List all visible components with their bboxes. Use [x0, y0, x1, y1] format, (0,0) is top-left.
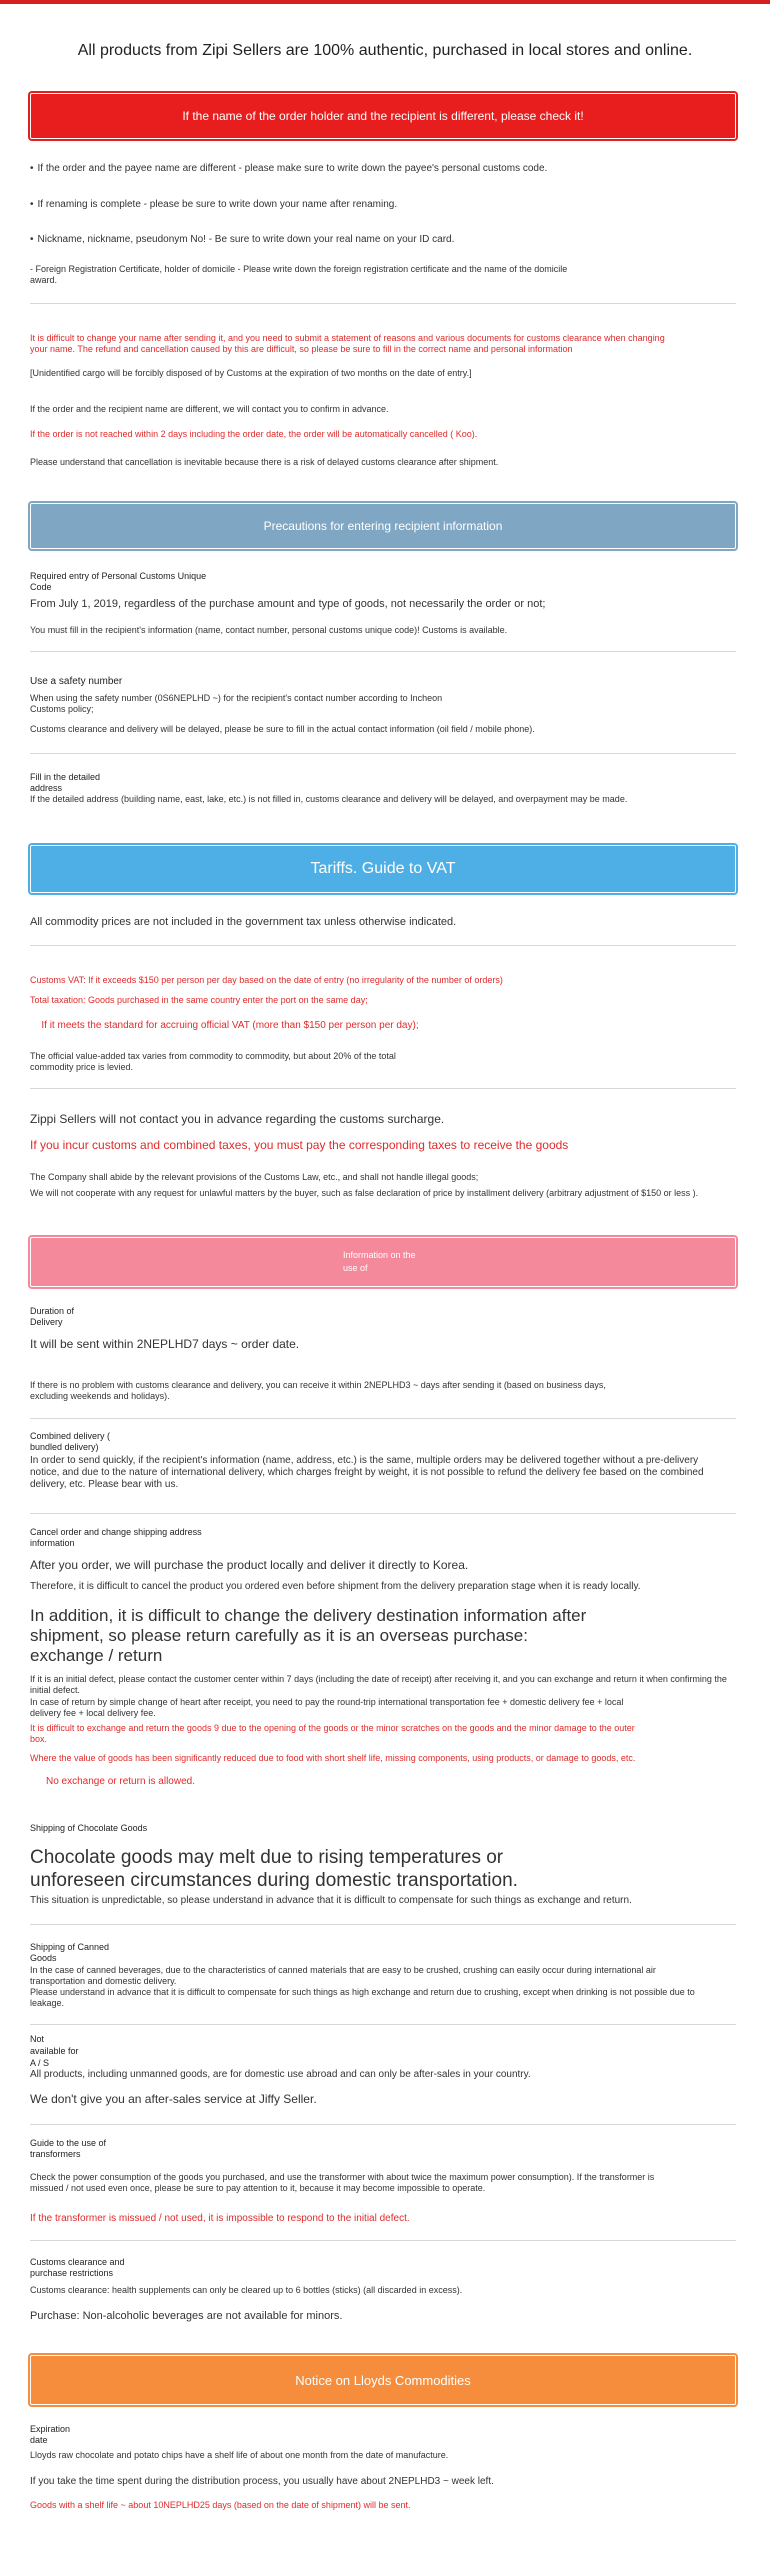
- minor-damage-warning: It is difficult to exchange and return the goods 9 due to the opening of the goods or the minor scratches on the goods and the minor damage to the outer box.: [30, 1723, 635, 1744]
- label-combined-delivery: Combined delivery ( bundled delivery): [30, 1431, 111, 1452]
- name-mismatch-banner: [30, 93, 736, 139]
- top-accent-bar: [0, 0, 770, 4]
- transformer-usage-note: Check the power consumption of the goods you purchased, and use the transformer with about twice the maximum power consumption). If the transformer is missued / not used even once, please be sure to pay attention to it, because it may become impossible to operate.: [30, 2172, 655, 2193]
- purchase-locally-note: After you order, we will purchase the product locally and deliver it directly to Korea.: [30, 1558, 469, 1572]
- transformer-defect-warning: If the transformer is missued / not used, it is impossible to respond to the initial defect.: [30, 2213, 410, 2224]
- tariff-vat-banner: [30, 845, 736, 893]
- minor-purchase-note: Purchase: Non-alcoholic beverages are not available for minors.: [30, 2310, 343, 2322]
- banner-title: Information on the use of: [343, 1250, 416, 1273]
- tax-not-included-note: All commodity prices are not included in the government tax unless otherwise indicated.: [30, 916, 457, 928]
- customs-law-note: The Company shall abide by the relevant provisions of the Customs Law, etc., and shall not handle illegal goods;: [30, 1172, 479, 1182]
- banner-title: Precautions for entering recipient information: [263, 518, 503, 533]
- label-detailed-address: Fill in the detailed address: [30, 772, 101, 793]
- divider: [30, 1088, 736, 1089]
- name-change-warning: It is difficult to change your name after sending it, and you need to submit a statement of reasons and various documents for customs clearance when changing your name. The refund and cancellation caused by this are difficult, so please be sure to fill in the correct name and personal information: [30, 333, 665, 354]
- divider: [30, 2024, 736, 2025]
- divider: [30, 651, 736, 652]
- label-safety-number: Use a safety number: [30, 676, 123, 687]
- unidentified-cargo-note: [Unidentified cargo will be forcibly disposed of by Customs at the expiration of two months on the date of entry.]: [30, 368, 472, 378]
- label-no-as-line2: available for: [30, 2046, 79, 2056]
- banner-title: Tariffs. Guide to VAT: [310, 860, 456, 877]
- initial-defect-note: If it is an initial defect, please contact the customer center within 7 days (including the date of receipt) after receiving it, and you can exchange and return it when confirming the initial defect.: [30, 1674, 727, 1695]
- canned-crush-note: In the case of canned beverages, due to the characteristics of canned materials that are easy to be crushed, crushing can easily occur during international air transportation and domestic delivery.: [30, 1965, 656, 1986]
- receive-time-note: If there is no problem with customs clearance and delivery, you can receive it within 2NEPLHD3 ~ days after sending it (based on business days, excluding weekends and holidays).: [30, 1380, 606, 1401]
- shelf-life-shipment-note: Goods with a shelf life ~ about 10NEPLHD25 days (based on the date of shipment) will be sent.: [30, 2500, 411, 2510]
- banner-title: If the name of the order holder and the recipient is different, please check it!: [182, 108, 584, 123]
- vat-rate-note: The official value-added tax varies from commodity to commodity, but about 20% of the total commodity price is levied.: [30, 1051, 396, 1072]
- note-renaming: • If renaming is complete - please be sure to write down your name after renaming.: [30, 199, 730, 211]
- exchange-return-heading: In addition, it is difficult to change the delivery destination information after shipment, so please return carefully as it is an overseas purchase: exchange / return: [30, 1606, 587, 1665]
- customs-code-date-note: From July 1, 2019, regardless of the purchase amount and type of goods, not necessarily the order or not;: [30, 598, 546, 610]
- change-of-heart-note: In case of return by simple change of heart after receipt, you need to pay the round-trip international transportation fee + domestic delivery fee + local delivery fee + local delivery fee.: [30, 1697, 624, 1718]
- no-advance-contact-note: Zippi Sellers will not contact you in advance regarding the customs surcharge.: [30, 1112, 445, 1126]
- divider: [30, 753, 736, 754]
- canned-compensation-note: Please understand in advance that it is difficult to compensate for such things as high exchange and return due to crushing, except when drinking is not possible due to leakage.: [30, 1987, 695, 2008]
- page-title: All products from Zipi Sellers are 100% authentic, purchased in local stores and online.: [77, 42, 693, 59]
- recipient-info-banner: [30, 503, 736, 549]
- recipient-info-required: You must fill in the recipient's information (name, contact number, personal customs unique code)! Customs is available.: [30, 625, 508, 635]
- customs-vat-threshold: Customs VAT: If it exceeds $150 per person per day based on the date of entry (no irregularity of the number of orders): [30, 975, 503, 985]
- label-chocolate-shipping: Shipping of Chocolate Goods: [30, 1823, 148, 1833]
- label-canned-goods: Shipping of Canned Goods: [30, 1942, 110, 1963]
- label-delivery-duration: Duration of Delivery: [30, 1306, 75, 1327]
- combined-delivery-note: In order to send quickly, if the recipient's information (name, address, etc.) is the same, multiple orders may be delivered together without a pre-delivery notice, and due to the nature of international delivery, which charges freight by weight, it is not possible to refund the delivery fee based on the combined delivery, etc. Please bear with us.: [30, 1455, 704, 1490]
- vat-standard-note: If it meets the standard for accruing official VAT (more than $150 per person per day);: [41, 1020, 419, 1031]
- divider: [30, 1513, 736, 1514]
- divider: [30, 1418, 736, 1419]
- divider: [30, 2240, 736, 2241]
- detailed-address-note: If the detailed address (building name, east, lake, etc.) is not filled in, customs clearance and delivery will be delayed, and overpayment may be made.: [30, 794, 628, 804]
- label-expiration-date: Expiration date: [30, 2424, 71, 2445]
- label-cancel-order: Cancel order and change shipping address information: [30, 1527, 202, 1548]
- cancel-difficult-note: Therefore, it is difficult to cancel the product you ordered even before shipment from the delivery preparation stage when it is ready locally.: [30, 1581, 641, 1592]
- lloyds-notice-banner: [30, 2355, 736, 2405]
- divider: [30, 1924, 736, 1925]
- contact-info-note: Customs clearance and delivery will be delayed, please be sure to fill in the actual contact information (oil field / mobile phone).: [30, 724, 535, 734]
- distribution-time-note: If you take the time spent during the distribution process, you usually have about 2NEPLHD3 ~ week left.: [30, 2476, 494, 2487]
- domestic-use-note: All products, including unmanned goods, are for domestic use abroad and can only be after-sales in your country.: [30, 2069, 531, 2080]
- usage-info-banner: [30, 1237, 736, 1287]
- auto-cancel-warning: If the order is not reached within 2 days including the order date, the order will be automatically cancelled ( Koo).: [30, 429, 478, 439]
- label-customs-code: Required entry of Personal Customs Unique Code: [30, 571, 207, 592]
- unlawful-request-note: We will not cooperate with any request for unlawful matters by the buyer, such as false declaration of price by installment delivery (arbitrary adjustment of $150 or less ).: [30, 1188, 699, 1198]
- label-customs-restrictions: Customs clearance and purchase restrictions: [30, 2257, 125, 2278]
- pay-taxes-warning: If you incur customs and combined taxes, you must pay the corresponding taxes to receive the goods: [30, 1138, 569, 1152]
- shelf-life-note: Lloyds raw chocolate and potato chips have a shelf life of about one month from the date of manufacture.: [30, 2450, 449, 2460]
- total-taxation-note: Total taxation: Goods purchased in the same country enter the port on the same day;: [30, 995, 368, 1005]
- note-real-name: • Nickname, nickname, pseudonym No! - Be sure to write down your real name on your ID card.: [30, 234, 730, 246]
- note-payee-name: • If the order and the payee name are different - please make sure to write down the payee's personal customs code.: [30, 163, 730, 175]
- label-transformers: Guide to the use of transformers: [30, 2138, 107, 2159]
- label-no-as-line3: A / S: [30, 2058, 50, 2068]
- safety-number-note: When using the safety number (0S6NEPLHD ~) for the recipient's contact number according to Incheon Customs policy;: [30, 693, 443, 714]
- chocolate-compensation-note: This situation is unpredictable, so please understand in advance that it is difficult to compensate for such things as exchange and return.: [30, 1895, 632, 1906]
- divider: [30, 303, 736, 304]
- reduced-value-warning: Where the value of goods has been significantly reduced due to food with short shelf life, missing components, using products, or damage to goods, etc.: [30, 1753, 636, 1763]
- supplement-limit-note: Customs clearance: health supplements can only be cleared up to 6 bottles (sticks) (all discarded in excess).: [30, 2285, 463, 2295]
- confirm-contact-note: If the order and the recipient name are different, we will contact you to confirm in advance.: [30, 404, 389, 414]
- cancellation-note: Please understand that cancellation is inevitable because there is a risk of delayed customs clearance after shipment.: [30, 457, 499, 467]
- banner-title: Notice on Lloyds Commodities: [295, 2372, 471, 2388]
- label-no-as-line1: Not: [30, 2034, 45, 2044]
- no-after-sales-note: We don't give you an after-sales service at Jiffy Seller.: [30, 2092, 317, 2106]
- divider: [30, 945, 736, 946]
- no-exchange-warning: No exchange or return is allowed.: [46, 1776, 195, 1787]
- note-foreign-registration: - Foreign Registration Certificate, holder of domicile - Please write down the foreign registration certificate and the name of the domicile award.: [30, 264, 568, 285]
- chocolate-melt-heading: Chocolate goods may melt due to rising temperatures or unforeseen circumstances during domestic transportation.: [30, 1847, 518, 1891]
- delivery-duration-note: It will be sent within 2NEPLHD7 days ~ order date.: [30, 1337, 300, 1351]
- divider: [30, 2124, 736, 2125]
